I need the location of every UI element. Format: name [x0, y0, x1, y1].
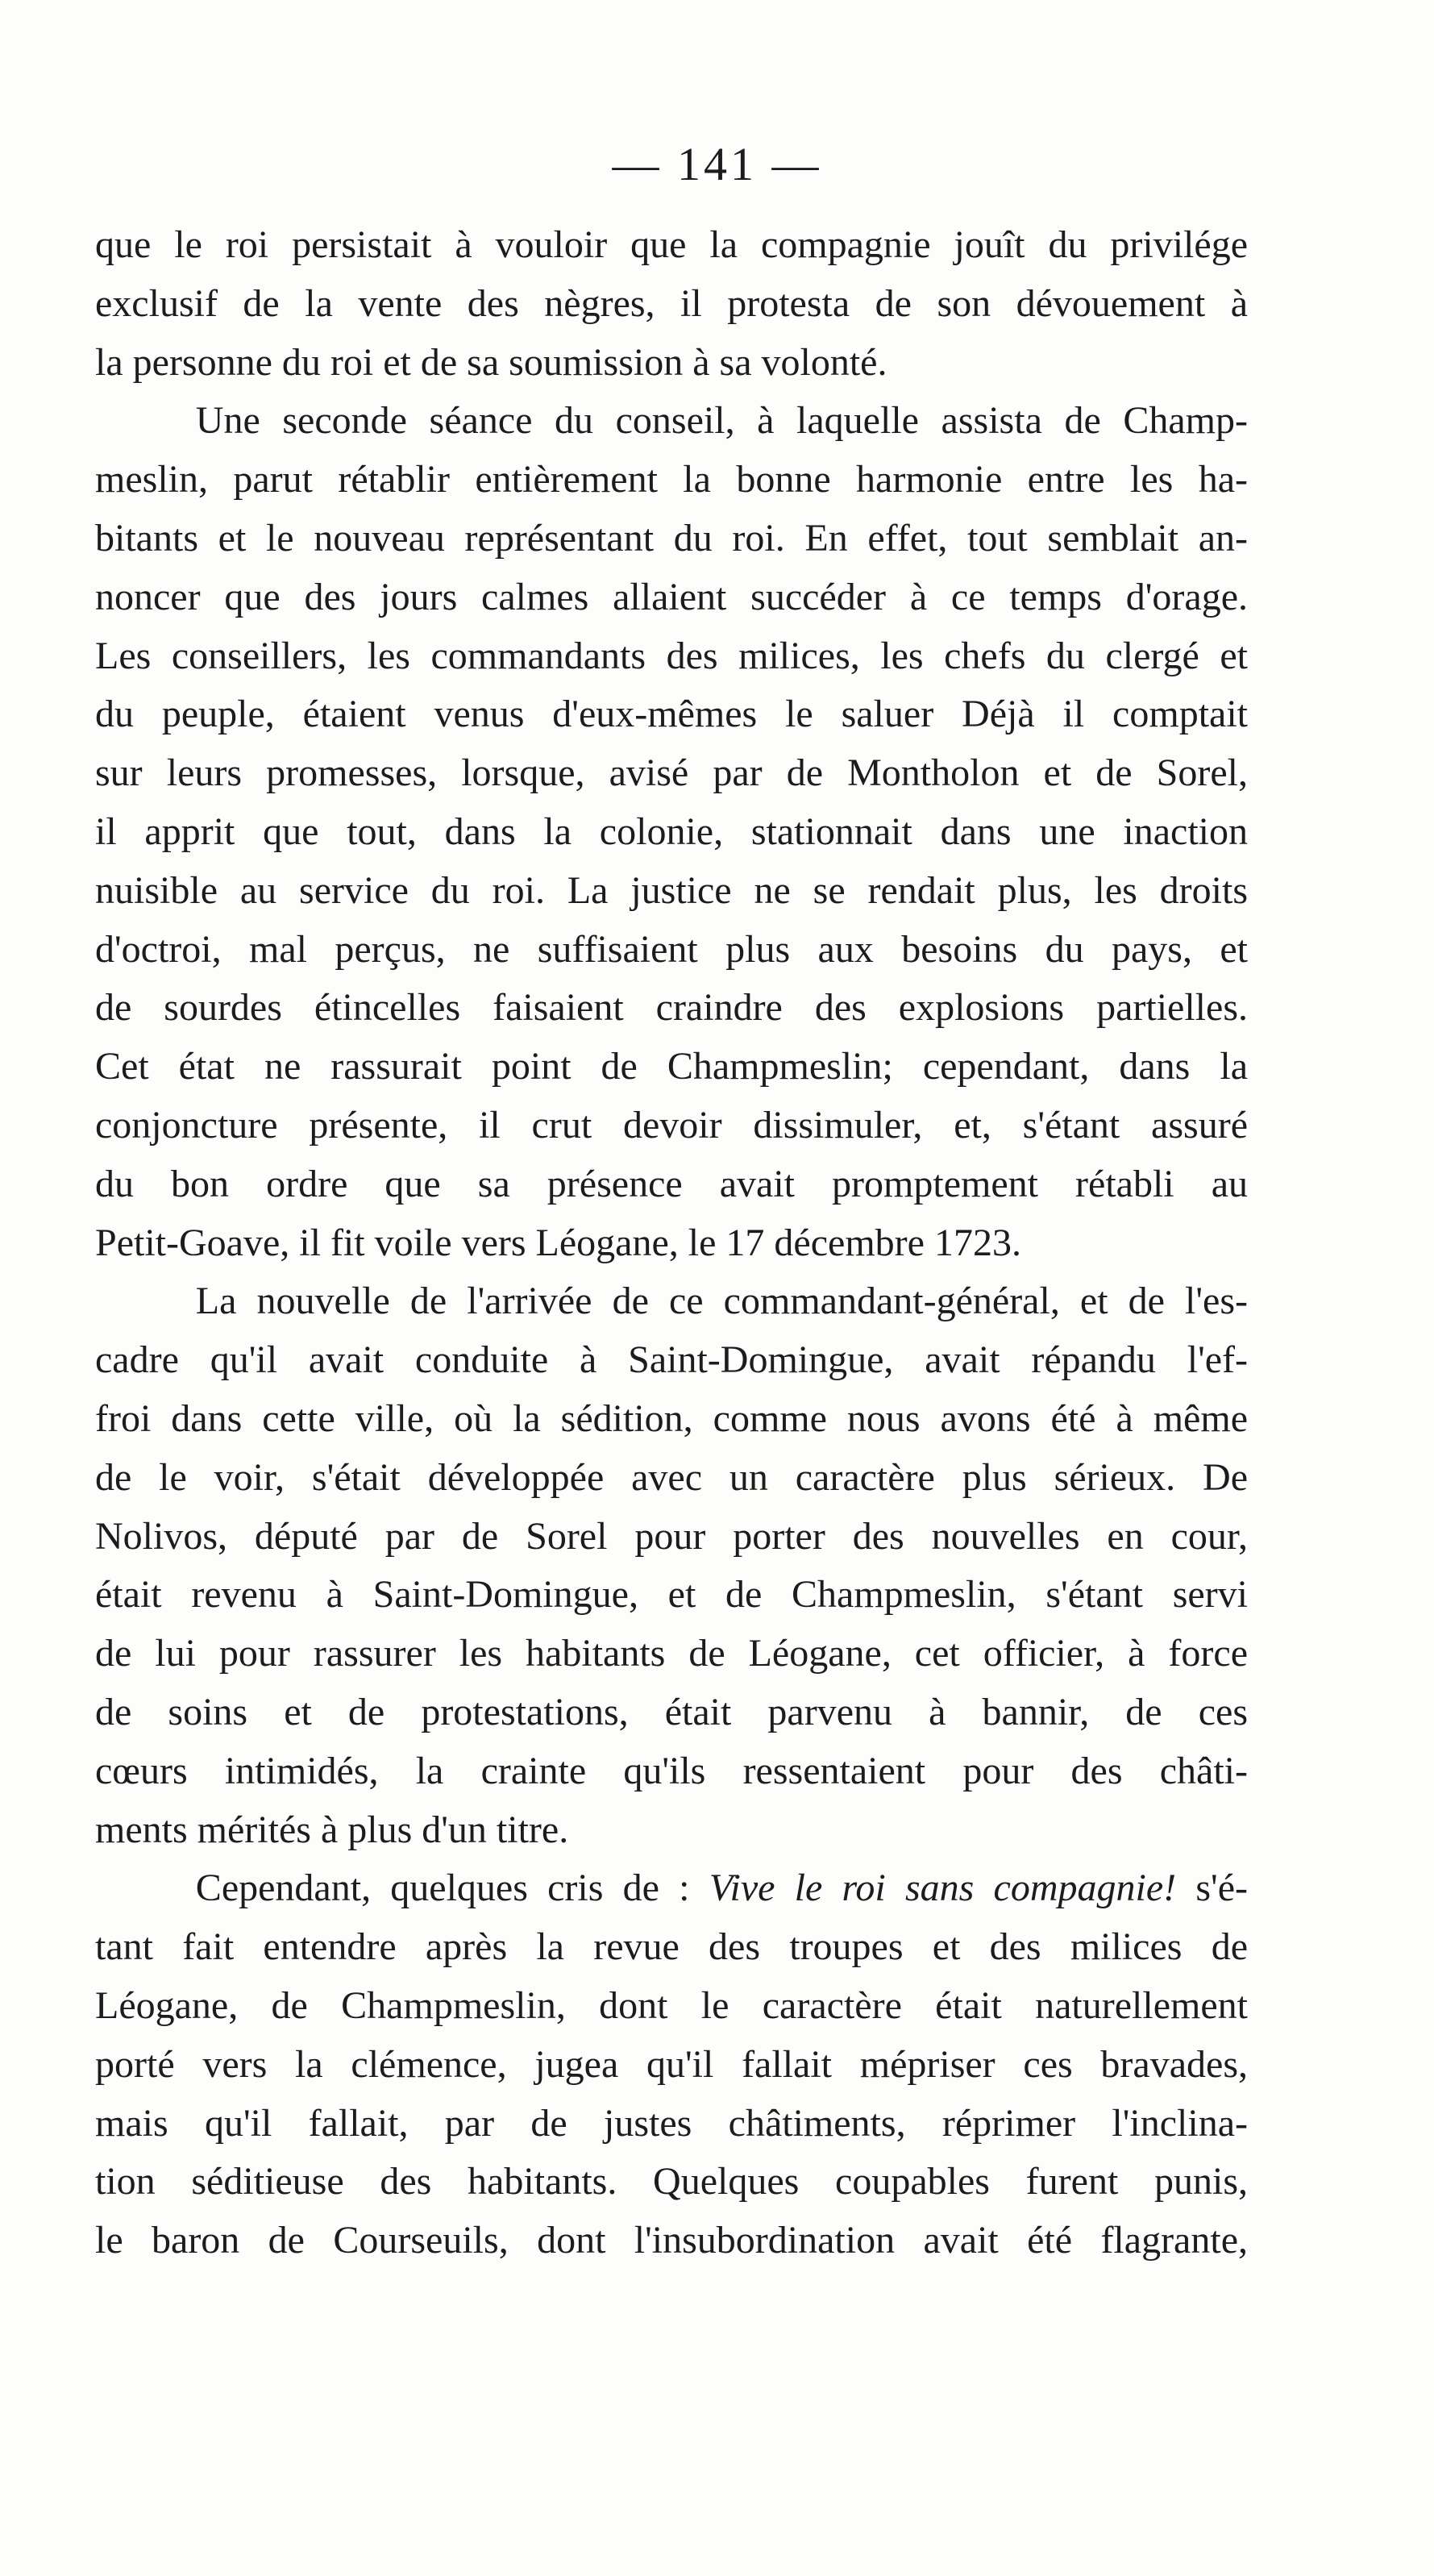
text-line: que le roi persistait à vouloir que la compagnie jouît du privilége [95, 223, 1248, 266]
text-line: exclusif de la vente des nègres, il protesta de son dévouement à [95, 281, 1248, 325]
text-line: meslin, parut rétablir entièrement la bonne harmonie entre les ha- [95, 458, 1248, 501]
text-line: noncer que des jours calmes allaient succéder à ce temps d'orage. [95, 575, 1248, 618]
text-line: ments mérités à plus d'un titre. [95, 1808, 569, 1851]
text-line: tion séditieuse des habitants. Quelques coupables furent punis, [95, 2160, 1248, 2204]
text-line: La nouvelle de l'arrivée de ce commandant-général, et de l'es- [195, 1280, 1248, 1323]
text-line: mais qu'il fallait, par de justes châtiments, réprimer l'inclina- [95, 2101, 1248, 2145]
text-line: de soins et de protestations, était parvenu à bannir, de ces [95, 1690, 1248, 1733]
paragraph-2 [95, 392, 1248, 1272]
text-segment: Cependant, quelques cris de : [195, 1866, 709, 1910]
text-line: d'octroi, mal perçus, ne suffisaient plus aux besoins du pays, et [95, 927, 1248, 971]
body-text [95, 216, 1248, 2270]
text-line: cœurs intimidés, la crainte qu'ils ressentaient pour des châti- [95, 1749, 1248, 1792]
text-line: Nolivos, député par de Sorel pour porter des nouvelles en cour, [95, 1514, 1248, 1558]
page-number: — 141 — [612, 138, 822, 190]
text-line: cadre qu'il avait conduite à Saint-Domingue, avait répandu l'ef- [95, 1338, 1248, 1382]
text-line: tant fait entendre après la revue des troupes et des milices de [95, 1925, 1248, 1969]
text-line: Une seconde séance du conseil, à laquelle assista de Champ- [195, 399, 1248, 443]
text-line: bitants et le nouveau représentant du roi. En effet, tout semblait an- [95, 516, 1248, 560]
text-line: sur leurs promesses, lorsque, avisé par de Montholon et de Sorel, [95, 751, 1248, 795]
italic-quote: Vive le roi sans compagnie! [709, 1866, 1177, 1910]
paragraph-3 [95, 1272, 1248, 1859]
text-line: froi dans cette ville, où la sédition, comme nous avons été à même [95, 1396, 1248, 1440]
text-line: de lui pour rassurer les habitants de Léogane, cet officier, à force [95, 1632, 1248, 1675]
text-line: était revenu à Saint-Domingue, et de Champmeslin, s'étant servi [95, 1573, 1248, 1617]
text-line: nuisible au service du roi. La justice ne se rendait plus, les droits [95, 868, 1248, 912]
text-line-mixed [95, 1859, 1248, 1918]
text-line: du peuple, étaient venus d'eux-mêmes le saluer Déjà il comptait [95, 693, 1248, 736]
text-line: de sourdes étincelles faisaient craindre des explosions partielles. [95, 986, 1248, 1030]
text-line: Les conseillers, les commandants des milices, les chefs du clergé et [95, 634, 1248, 677]
text-line: Cet état ne rassurait point de Champmeslin; cependant, dans la [95, 1045, 1248, 1088]
text-segment: s'é- [1176, 1866, 1248, 1910]
text-line: il apprit que tout, dans la colonie, stationnait dans une inaction [95, 809, 1248, 853]
text-line: le baron de Courseuils, dont l'insubordination avait été flagrante, [95, 2219, 1248, 2262]
paragraph-4 [95, 1859, 1248, 2270]
text-line: la personne du roi et de sa soumission à sa volonté. [95, 340, 887, 384]
text-line: du bon ordre que sa présence avait promptement rétabli au [95, 1162, 1248, 1205]
text-line: Petit-Goave, il fit voile vers Léogane, le 17 décembre 1723. [95, 1221, 1021, 1264]
text-line: conjoncture présente, il crut devoir dissimuler, et, s'étant assuré [95, 1103, 1248, 1147]
text-line: porté vers la clémence, jugea qu'il fallait mépriser ces bravades, [95, 2042, 1248, 2086]
text-line: de le voir, s'était développée avec un caractère plus sérieux. De [95, 1455, 1248, 1499]
text-line: Léogane, de Champmeslin, dont le caractère était naturellement [95, 1983, 1248, 2027]
paragraph-1 [95, 216, 1248, 392]
